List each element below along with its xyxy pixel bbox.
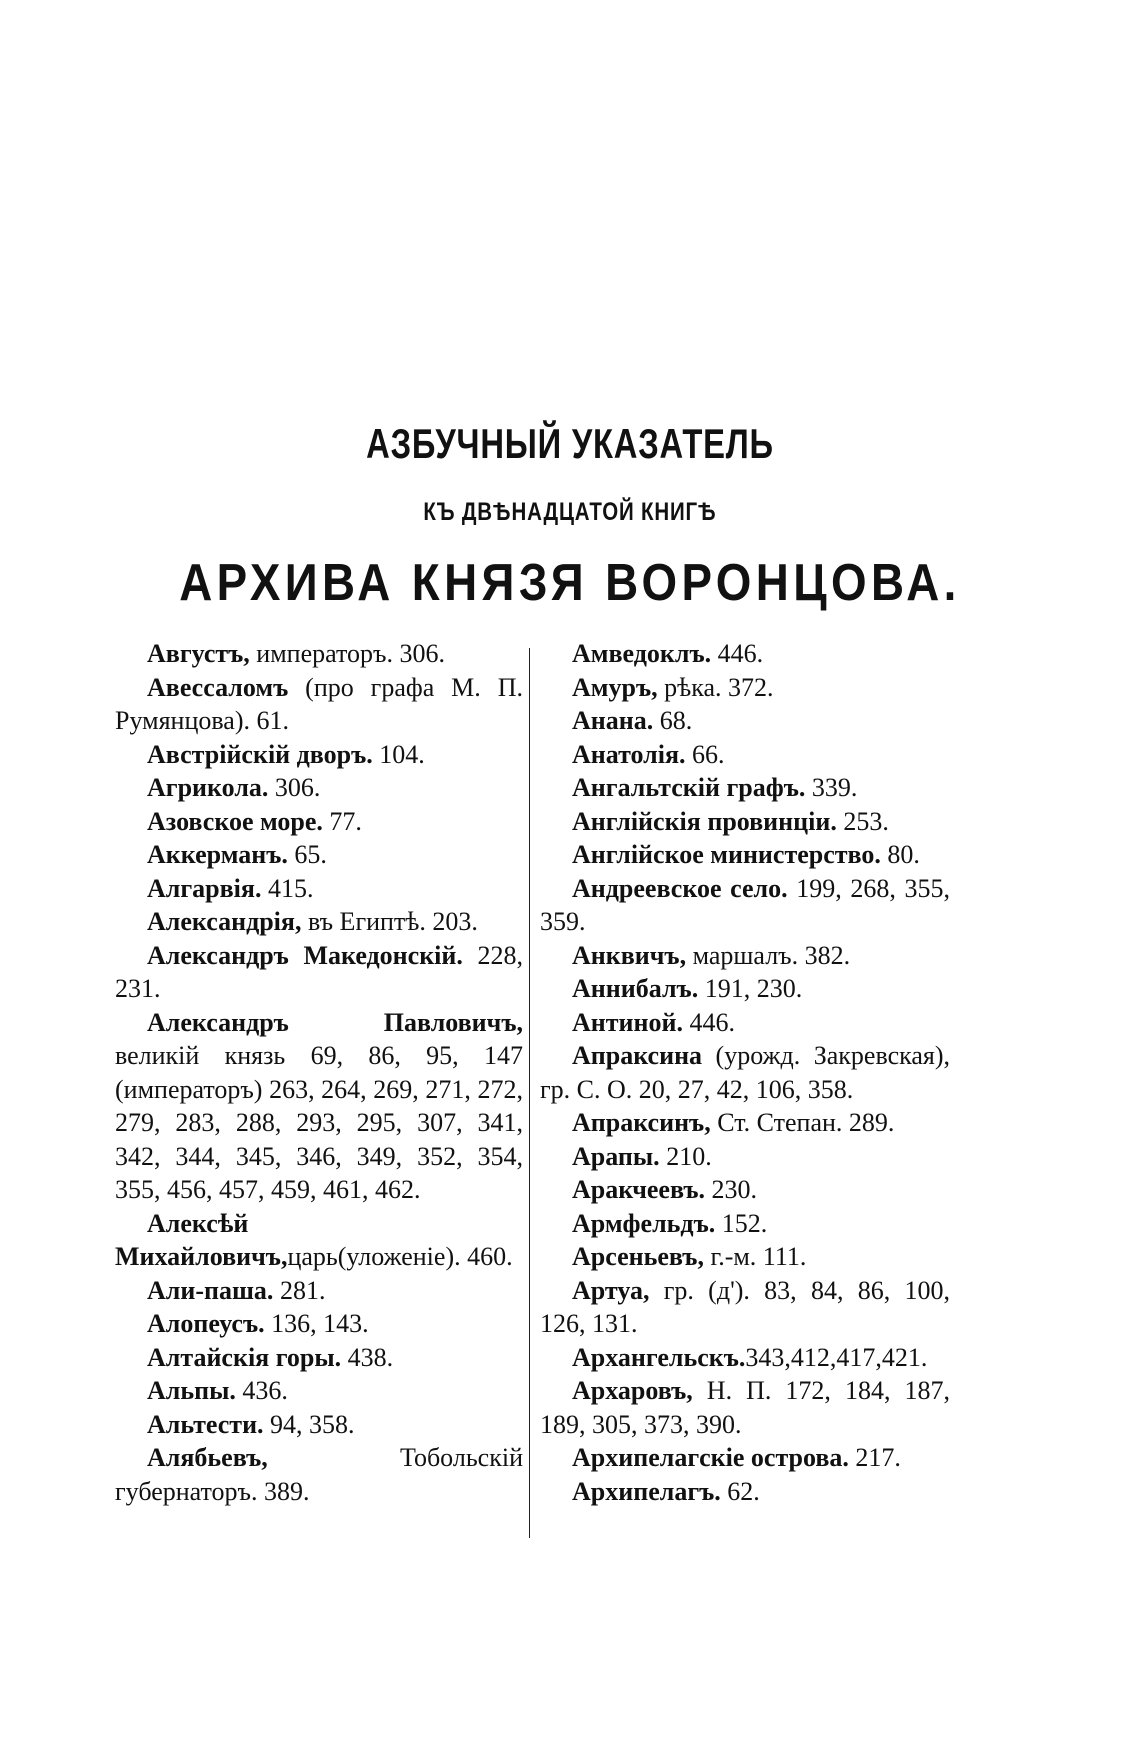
entry-headword: Англійскія провинціи. [572,806,837,836]
entry-headword: Александръ Македонскій. [147,940,463,970]
index-entry [115,1274,523,1308]
entry-headword: Арапы. [572,1141,660,1171]
index-entry [540,704,950,738]
index-entry [540,1207,950,1241]
entry-references: 228, 231. [115,940,523,1003]
entry-references: Тобольскій губернаторъ. 389. [115,1443,523,1506]
entry-references: 217. [848,1443,901,1472]
entry-references: 230. [705,1175,757,1204]
index-entry [115,1207,523,1274]
column-divider [529,648,530,1538]
entry-references: 343,412,417,421. [745,1342,928,1372]
entry-references: маршалъ. 382. [686,940,851,970]
index-entry [115,771,523,805]
entry-headword: Андреевское село. [572,873,788,903]
index-entry [540,805,950,839]
index-entry [115,637,523,671]
entry-headword: Аккерманъ. [147,840,288,869]
entry-references: императоръ. 306. [249,639,445,668]
entry-headword: Анана. [572,706,654,735]
entry-headword: Артуа, [572,1275,650,1305]
entry-references: 339. [805,773,858,802]
archive-title: АРХИВА КНЯЗЯ ВОРОНЦОВА. [179,554,961,612]
entry-headword: Амведоклъ. [572,639,712,668]
entry-headword: Австрійскій дворъ. [147,739,373,769]
entry-references: 281. [273,1275,326,1305]
index-entry [540,1274,950,1341]
index-entry [115,671,523,738]
entry-headword: Апраксинъ, [572,1108,711,1137]
index-entry [115,1341,523,1375]
entry-references: г.-м. 111. [703,1242,807,1271]
index-entry [540,1441,950,1475]
entry-references: 80. [880,840,920,869]
index-entry [115,1374,523,1408]
index-entry [540,671,950,705]
index-entry [115,1307,523,1341]
entry-references: Ст. Степан. 289. [710,1108,895,1137]
entry-headword: Англійское министерство. [572,840,881,869]
index-entry [540,637,950,671]
entry-headword: Альтести. [147,1409,264,1439]
entry-headword: Азовское море. [147,806,323,836]
entry-headword: Аракчеевъ. [572,1175,705,1204]
entry-headword: Ангальтскій графъ. [572,773,806,802]
index-entry [115,805,523,839]
entry-headword: Александрія, [147,907,302,936]
index-entry [540,1039,950,1106]
entry-headword: Александръ Павловичъ, [147,1007,523,1037]
entry-references: 191, 230. [698,974,803,1003]
index-entry [540,1140,950,1174]
entry-headword: Агрикола. [147,773,269,802]
entry-references: 446. [711,639,764,668]
entry-references: 66. [685,739,725,769]
entry-headword: Алексѣй Михайловичъ, [115,1208,288,1271]
index-entry [540,1173,950,1207]
entry-references: 77. [322,806,362,836]
index-column-left [115,637,523,1508]
index-entry [115,1441,523,1508]
entry-headword: Аннибалъ. [572,974,699,1003]
entry-references: 152. [715,1208,768,1238]
entry-references: 253. [836,806,889,836]
entry-references: царь(уложеніе). 460. [287,1242,513,1271]
entry-headword: Апраксина [572,1041,703,1070]
entry-headword: Алтайскія горы. [147,1342,342,1372]
index-entry [115,1006,523,1207]
entry-headword: Архипелагскіе острова. [572,1443,849,1472]
index-entry [540,972,950,1006]
index-entry [540,1374,950,1441]
entry-headword: Альпы. [147,1376,236,1405]
entry-headword: Армфельдъ. [572,1208,716,1238]
entry-references: въ Египтѣ. 203. [301,907,478,936]
entry-references: великій князь 69, 86, 95, 147 (императоръ) 263, 264, 269, 271, 272, 279, 283, 288, 293, 295, 307, 341, 342, 344, 345, 346, 349, 352, 354, 355, 456, 457, 459, 461, 462. [115,1041,523,1204]
index-entry [540,1475,950,1509]
index-subtitle: КЪ ДВѢНАДЦАТОЙ КНИГѢ [423,498,717,526]
entry-headword: Архангельскъ. [572,1342,746,1372]
entry-headword: Антиной. [572,1007,683,1037]
entry-headword: Анатолія. [572,739,686,769]
entry-headword: Али-паша. [147,1275,274,1305]
index-entry [115,872,523,906]
index-entry [540,1106,950,1140]
index-entry [540,771,950,805]
index-entry [115,1408,523,1442]
entry-headword: Амуръ, [572,672,658,702]
index-entry [115,905,523,939]
entry-references: 436. [235,1376,288,1405]
index-entry [115,838,523,872]
entry-references: 415. [261,873,314,903]
entry-references: (урожд. Закревская), гр. С. О. 20, 27, 42, 106, 358. [540,1041,950,1104]
index-entry [540,939,950,973]
entry-references: 136, 143. [264,1309,369,1338]
entry-references: 306. [268,773,321,802]
entry-headword: Архипелагъ. [572,1476,721,1506]
entry-headword: Арсеньевъ, [572,1242,704,1271]
entry-references: 104. [372,739,425,769]
entry-references: рѣка. 372. [657,672,774,702]
entry-references: гр. (д'). 83, 84, 86, 100, 126, 131. [540,1275,950,1338]
index-entry [540,838,950,872]
index-column-right [540,637,950,1508]
index-entry [540,1240,950,1274]
entry-references: 210. [659,1141,712,1171]
entry-headword: Алопеусъ. [147,1309,265,1338]
entry-headword: Анквичъ, [572,940,687,970]
entry-headword: Алябьевъ, [147,1443,268,1472]
entry-references: (про графа М. П. Румянцова). 61. [115,672,523,735]
index-entry [540,1341,950,1375]
index-entry [540,738,950,772]
index-title: АЗБУЧНЫЙ УКАЗАТЕЛЬ [366,420,774,467]
entry-references: 94, 358. [263,1409,355,1439]
index-entry [540,872,950,939]
entry-headword: Алгарвія. [147,873,262,903]
entry-references: 62. [720,1476,760,1506]
entry-headword: Авессаломъ [147,672,289,702]
entry-references: 199, 268, 355, 359. [540,873,951,936]
index-entry [540,1006,950,1040]
entry-references: 65. [287,840,327,869]
entry-headword: Архаровъ, [572,1376,693,1405]
entry-references: 446. [682,1007,735,1037]
entry-references: Н. П. 172, 184, 187, 189, 305, 373, 390. [540,1376,950,1439]
entry-references: 68. [653,706,693,735]
index-entry [115,939,523,1006]
entry-headword: Августъ, [147,639,250,668]
index-entry [115,738,523,772]
entry-references: 438. [341,1342,394,1372]
